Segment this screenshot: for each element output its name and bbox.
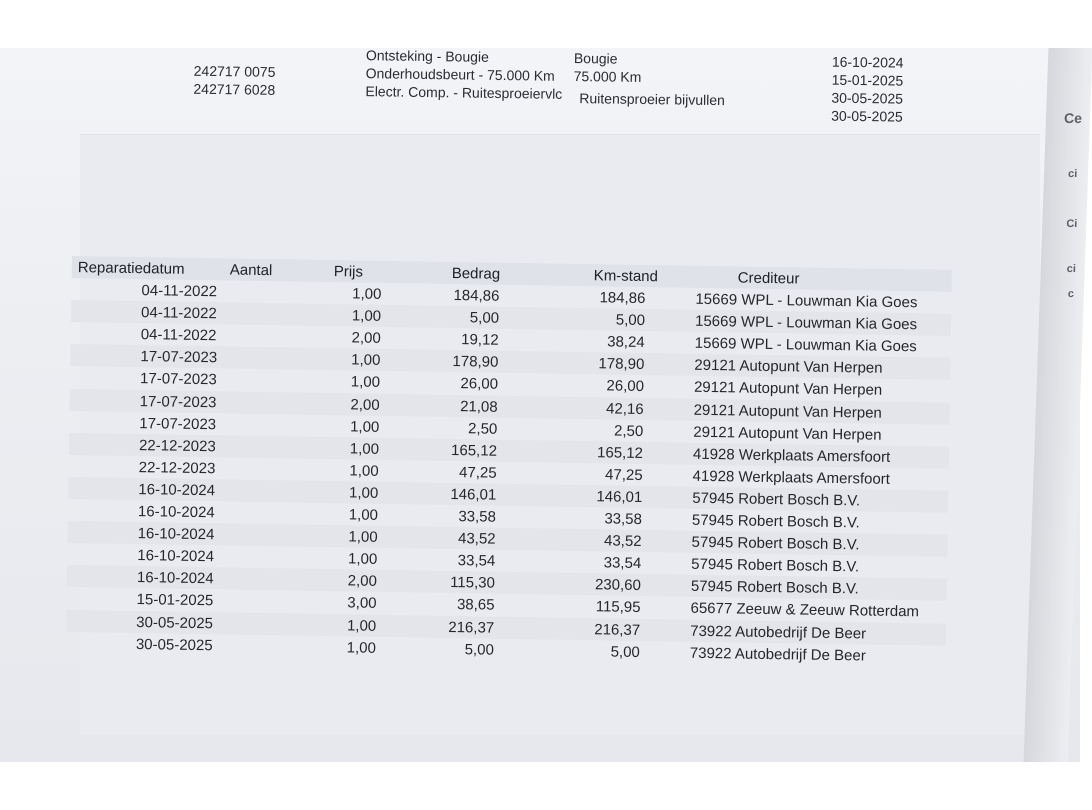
photographed-document (0, 47, 1083, 762)
cell-price: 216,37 (448, 618, 495, 637)
cell-quantity: 1,00 (349, 440, 380, 458)
cell-creditor: 29121 Autopunt Van Herpen (693, 423, 882, 444)
repair-detail: 75.000 Km (573, 68, 642, 85)
cell-repair-date: 17-07-2023 (139, 370, 217, 389)
edge-fragment: c (1067, 288, 1075, 300)
table-body (66, 278, 952, 667)
cell-quantity: 1,00 (348, 506, 379, 524)
repair-description: Electr. Comp. - Ruitesproeiervlc (365, 83, 563, 102)
cell-quantity: 1,00 (351, 351, 381, 370)
col-repair-date: Reparatiedatum (77, 259, 185, 278)
cell-quantity: 1,00 (350, 418, 380, 436)
reference-number: 242717 0075 (193, 62, 276, 80)
repair-detail: Bougie (573, 50, 618, 67)
cell-repair-date: 16-10-2024 (138, 481, 216, 500)
cell-amount: 115,95 (595, 598, 641, 617)
cell-quantity: 2,00 (347, 572, 378, 591)
cell-quantity: 1,00 (349, 462, 379, 480)
cell-price: 5,00 (464, 640, 495, 659)
cell-amount: 216,37 (594, 620, 641, 639)
cell-amount: 178,90 (598, 355, 645, 374)
cell-quantity: 1,00 (346, 616, 377, 635)
cell-creditor: 73922 Autobedrijf De Beer (689, 644, 866, 665)
cell-amount: 47,25 (604, 466, 643, 484)
cell-creditor: 29121 Autopunt Van Herpen (693, 379, 883, 400)
cell-price: 21,08 (460, 397, 498, 416)
cell-creditor: 15669 WPL - Louwman Kia Goes (694, 312, 918, 334)
cell-creditor: 29121 Autopunt Van Herpen (694, 357, 883, 378)
cell-repair-date: 16-10-2024 (137, 547, 215, 566)
cell-repair-date: 17-07-2023 (140, 348, 218, 367)
cell-price: 33,58 (458, 508, 497, 526)
edge-fragment: ci (1066, 263, 1077, 275)
cell-creditor: 57945 Robert Bosch B.V. (691, 511, 860, 532)
cell-repair-date: 16-10-2024 (136, 569, 214, 588)
cell-price: 38,65 (456, 596, 495, 615)
cell-creditor: 65677 Zeeuw & Zeeuw Rotterdam (690, 600, 920, 621)
cell-quantity: 1,00 (350, 373, 381, 392)
cell-quantity: 1,00 (348, 528, 378, 546)
cell-price: 43,52 (457, 530, 496, 548)
cell-repair-date: 15-01-2025 (136, 591, 214, 610)
cell-creditor: 15669 WPL - Louwman Kia Goes (695, 290, 918, 312)
cell-price: 178,90 (452, 353, 499, 372)
cell-repair-date: 16-10-2024 (137, 525, 215, 544)
repair-description: Onderhoudsbeurt - 75.000 Km (365, 65, 555, 84)
edge-fragment: Ce (1063, 110, 1083, 126)
cell-quantity: 1,00 (346, 638, 377, 657)
edge-fragment: ci (1067, 168, 1078, 180)
edge-fragment: Ci (1066, 218, 1078, 230)
cell-repair-date: 30-05-2025 (135, 635, 213, 654)
cell-price: 5,00 (469, 309, 500, 327)
cell-repair-date: 17-07-2023 (139, 414, 217, 433)
cell-quantity: 2,00 (351, 329, 381, 348)
cell-amount: 26,00 (606, 377, 645, 396)
cell-creditor: 57945 Robert Bosch B.V. (690, 578, 859, 598)
cell-repair-date: 04-11-2022 (141, 282, 218, 301)
cell-repair-date: 16-10-2024 (137, 503, 215, 522)
cell-amount: 2,50 (613, 422, 644, 440)
cell-repair-date: 04-11-2022 (140, 326, 217, 345)
cell-creditor: 57945 Robert Bosch B.V. (691, 555, 860, 576)
col-quantity: Aantal (229, 261, 273, 280)
cell-creditor: 41928 Werkplaats Amersfoort (692, 445, 891, 466)
cell-amount: 43,52 (603, 532, 642, 551)
repair-table (66, 256, 952, 667)
cell-price: 146,01 (450, 485, 497, 504)
cell-creditor: 41928 Werkplaats Amersfoort (692, 467, 891, 488)
cell-price: 115,30 (450, 574, 496, 592)
cell-repair-date: 22-12-2023 (138, 436, 216, 456)
cell-price: 19,12 (461, 331, 499, 349)
cell-quantity: 1,00 (348, 484, 379, 502)
cell-quantity: 1,00 (351, 307, 382, 326)
repair-detail: Ruitensproeier bijvullen (579, 90, 725, 109)
repair-description: Ontsteking - Bougie (365, 47, 490, 65)
cell-amount: 146,01 (596, 488, 643, 506)
cell-amount: 5,00 (615, 311, 646, 330)
cell-amount: 33,58 (604, 510, 643, 529)
cell-repair-date: 22-12-2023 (138, 458, 216, 478)
col-price: Prijs (333, 263, 364, 281)
cell-amount: 5,00 (610, 643, 640, 661)
cell-quantity: 3,00 (347, 594, 377, 613)
cell-quantity: 1,00 (347, 550, 378, 569)
col-amount: Bedrag (451, 264, 501, 283)
cell-creditor: 57945 Robert Bosch B.V. (691, 533, 860, 554)
cell-creditor: 15669 WPL - Louwman Kia Goes (694, 335, 917, 356)
cell-price: 26,00 (460, 375, 499, 394)
cell-price: 2,50 (468, 419, 498, 438)
cell-quantity: 1,00 (352, 285, 382, 303)
cell-amount: 33,54 (603, 554, 642, 573)
previous-section-rows (0, 47, 1083, 143)
cell-amount: 42,16 (605, 399, 644, 418)
col-mileage: Km-stand (593, 267, 659, 286)
cell-amount: 184,86 (599, 289, 646, 308)
repair-date: 16-10-2024 (831, 53, 904, 71)
cell-price: 165,12 (450, 441, 498, 460)
reference-number: 242717 6028 (193, 80, 276, 98)
cell-creditor: 73922 Autobedrijf De Beer (690, 622, 867, 643)
cell-repair-date: 30-05-2025 (136, 613, 214, 632)
cell-amount: 38,24 (607, 333, 645, 352)
cell-quantity: 2,00 (350, 395, 380, 414)
col-creditor: Crediteur (737, 269, 800, 288)
repair-date: 30-05-2025 (831, 107, 903, 125)
repair-date: 15-01-2025 (831, 71, 904, 89)
cell-amount: 230,60 (594, 576, 642, 595)
cell-creditor: 57945 Robert Bosch B.V. (692, 489, 861, 510)
cell-price: 33,54 (457, 552, 496, 570)
cell-creditor: 29121 Autopunt Van Herpen (693, 401, 882, 422)
cell-price: 47,25 (458, 463, 497, 482)
cell-price: 184,86 (453, 287, 500, 305)
cell-repair-date: 04-11-2022 (140, 304, 217, 323)
repair-date: 30-05-2025 (831, 89, 904, 107)
cell-amount: 165,12 (596, 444, 644, 462)
cell-repair-date: 17-07-2023 (139, 392, 217, 411)
